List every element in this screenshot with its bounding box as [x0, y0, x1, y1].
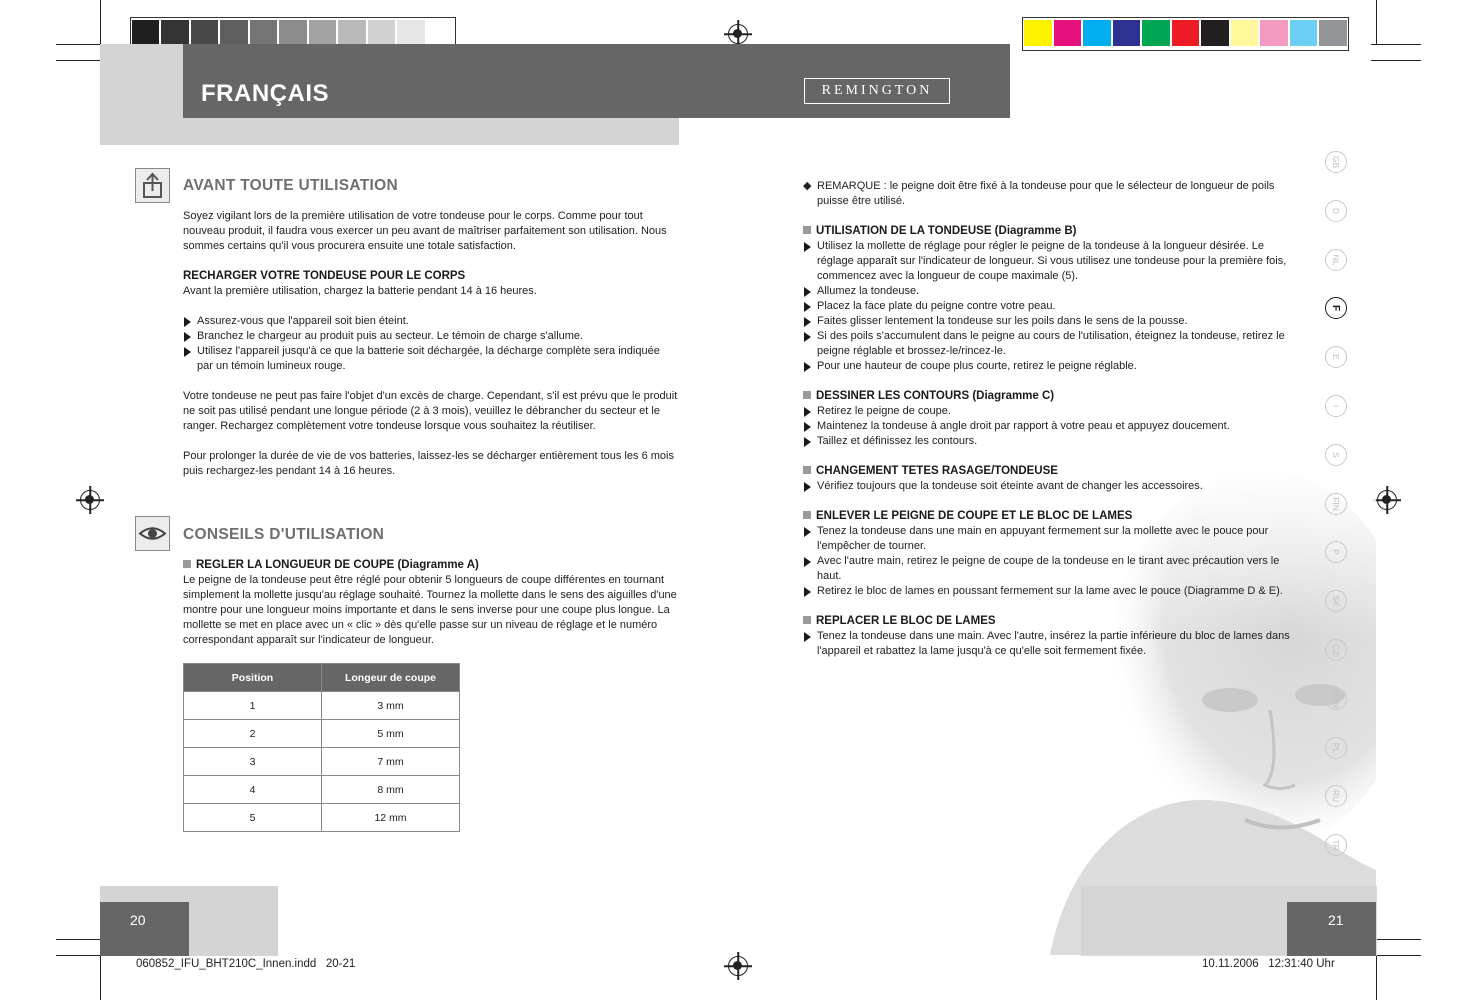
heading-changement: [803, 464, 1303, 479]
heading-contours-text: DESSINER LES CONTOURS (Diagramme C): [816, 390, 1055, 402]
table-row: [184, 720, 460, 748]
color-swatch: [368, 20, 395, 46]
list-item: Si des poils s'accumulent dans le peigne au cours de l'utilisation, éteignez la tondeuse, retirez le peigne réglable et brossez-le/rincez-le.: [803, 329, 1303, 359]
regler-paragraph: Le peigne de la tondeuse peut être réglé pour obtenir 5 longueurs de coupe différentes en tournant simplement la mollette jusqu'au réglage souhaité. Tournez la mollette dans le sens des aiguilles d'une montre pour une longueur moins importante et dans le sens inverse pour une coupe plus longue. La mollette se met en place avec un « clic » dès qu'elle passe sur un niveau de réglage et le numéro correspondant apparaît sur l'indicateur de longueur.: [183, 574, 677, 646]
color-swatch: [279, 20, 306, 46]
table-cell: 5 mm: [322, 720, 460, 748]
list-item: Allumez la tondeuse.: [803, 284, 1303, 299]
note-icon: ◆: [803, 180, 812, 192]
table-row: [184, 692, 460, 720]
language-tab-nl[interactable]: NL: [1325, 249, 1347, 271]
list-item: Placez la face plate du peigne contre votre peau.: [803, 299, 1303, 314]
page-number-left: 20: [130, 912, 146, 928]
heading-enlever-text: ENLEVER LE PEIGNE DE COUPE ET LE BLOC DE LAMES: [816, 510, 1133, 522]
intro-paragraph: Soyez vigilant lors de la première utilisation de votre tondeuse pour le corps. Comme pour tout nouveau produit, il faudra vous exercer un peu avant de maîtriser parfaitement son utilisation. Nous sommes certains qu'il vous procurera ensuite une totale satisfaction.: [183, 210, 667, 252]
brand-logo: [804, 78, 950, 104]
table-row: [184, 776, 460, 804]
regler-section: [183, 558, 678, 648]
color-swatch: [220, 20, 247, 46]
list-item: Avec l'autre main, retirez le peigne de coupe de la tondeuse en le tirant avec précaution vers le haut.: [803, 554, 1303, 584]
table-cell: 2: [184, 720, 322, 748]
charge-heading: RECHARGER VOTRE TONDEUSE POUR LE CORPS: [183, 270, 466, 282]
heading-replacer-text: REPLACER LE BLOC DE LAMES: [816, 615, 996, 627]
table-cell: 3: [184, 748, 322, 776]
brand-logo-text: REMINGTON: [821, 83, 933, 98]
print-timestamp: 10.11.2006 12:31:40 Uhr: [1202, 958, 1335, 970]
overcharge-paragraph: Votre tondeuse ne peut pas faire l'objet d'un excès de charge. Cependant, s'il est prévu que le produit ne soit pas utilisé pendant une longue période (2 à 3 mois), veuillez le débrancher du secteur et le ranger. Rechargez complètement votre tondeuse lorsque vous souhaitez la réutiliser.: [183, 390, 678, 432]
list-item: Utilisez la mollette de réglage pour régler le peigne de la tondeuse à la longueur désirée. Le réglage apparaît sur l'indicateur de longueur. Si vous utilisez une tondeuse pour la première fois, commencez avec la longueur de coupe maximale (5).: [803, 239, 1303, 284]
list-item: Tenez la tondeuse dans une main. Avec l'autre, insérez la partie inférieure du bloc de lames dans l'appareil et rabattez la lame jusqu'à ce qu'elle soit fermement fixée.: [803, 629, 1303, 659]
registration-mark-top: [728, 24, 748, 44]
regler-heading: [183, 558, 678, 573]
table-header-position: Position: [184, 664, 322, 692]
language-tab-tr[interactable]: TR: [1325, 834, 1347, 856]
table-cell: 12 mm: [322, 804, 460, 832]
table-cell: 5: [184, 804, 322, 832]
list-item: Branchez le chargeur au produit puis au secteur. Le témoin de charge s'allume.: [183, 329, 678, 344]
language-tab-pl[interactable]: PL: [1325, 737, 1347, 759]
language-tab-fin[interactable]: FIN: [1325, 493, 1347, 515]
note: [803, 179, 1303, 209]
heading-conseils: CONSEILS D'UTILISATION: [183, 526, 385, 543]
color-swatch: [1319, 20, 1347, 46]
color-swatch: [1201, 20, 1229, 46]
charge-text: Avant la première utilisation, chargez la batterie pendant 14 à 16 heures.: [183, 285, 537, 297]
color-swatch: [1290, 20, 1318, 46]
color-swatch: [1054, 20, 1082, 46]
page-number-right: 21: [1328, 912, 1344, 928]
cut-length-table: [183, 663, 460, 832]
language-tab-e[interactable]: E: [1325, 346, 1347, 368]
list-item: Utilisez l'appareil jusqu'à ce que la batterie soit déchargée, la décharge complète sera indiquée par un témoin lumineux rouge.: [183, 344, 678, 374]
color-swatch: [338, 20, 365, 46]
heading-avant: AVANT TOUTE UTILISATION: [183, 177, 398, 194]
color-swatch: [1260, 20, 1288, 46]
list-item: Retirez le bloc de lames en poussant fermement sur la lame avec le pouce (Diagramme D & E).: [803, 584, 1303, 599]
right-column: [803, 179, 1303, 659]
registration-mark-right: [1377, 490, 1397, 510]
color-swatch: [250, 20, 277, 46]
color-swatch: [1083, 20, 1111, 46]
heading-utilisation: [803, 224, 1303, 239]
table-row: [184, 804, 460, 832]
language-tab-s[interactable]: S: [1325, 444, 1347, 466]
registration-mark-bottom: [728, 956, 748, 976]
table-header-length: Longeur de coupe: [322, 664, 460, 692]
registration-mark-left: [80, 490, 100, 510]
heading-utilisation-text: UTILISATION DE LA TONDEUSE (Diagramme B): [816, 225, 1077, 237]
table-cell: 7 mm: [322, 748, 460, 776]
color-swatch: [1172, 20, 1200, 46]
color-swatch: [1142, 20, 1170, 46]
regler-heading-text: REGLER LA LONGUEUR DE COUPE (Diagramme A): [196, 559, 479, 571]
color-swatch: [397, 20, 424, 46]
list-item: Assurez-vous que l'appareil soit bien éteint.: [183, 314, 678, 329]
table-cell: 8 mm: [322, 776, 460, 804]
upload-icon-box: [135, 168, 170, 203]
language-tab-cz[interactable]: CZ: [1325, 639, 1347, 661]
table-row: [184, 748, 460, 776]
page-number-left-box: [100, 902, 189, 956]
language-tab-ru[interactable]: RU: [1325, 785, 1347, 807]
list-item: Maintenez la tondeuse à angle droit par rapport à votre peau et appuyez doucement.: [803, 419, 1303, 434]
language-tab-sk[interactable]: SK: [1325, 590, 1347, 612]
note-text: REMARQUE : le peigne doit être fixé à la tondeuse pour que le sélecteur de longueur de poils puisse être utilisé.: [817, 180, 1275, 207]
heading-replacer: [803, 614, 1303, 629]
list-item: Taillez et définissez les contours.: [803, 434, 1303, 449]
language-tab-gb[interactable]: GB: [1325, 151, 1347, 173]
page-number-right-box: [1287, 902, 1376, 956]
language-tab-hun[interactable]: HUN: [1325, 688, 1347, 710]
color-swatch: [161, 20, 188, 46]
list-item: Tenez la tondeuse dans une main en appuyant fermement sur la mollette avec le pouce pour l'empêcher de tourner.: [803, 524, 1303, 554]
color-swatch: [132, 20, 159, 46]
table-cell: 4: [184, 776, 322, 804]
heading-enlever: [803, 509, 1303, 524]
color-swatch: [1231, 20, 1259, 46]
heading-changement-text: CHANGEMENT TETES RASAGE/TONDEUSE: [816, 465, 1058, 477]
color-swatch: [427, 20, 454, 46]
battery-paragraph: Pour prolonger la durée de vie de vos batteries, laissez-les se décharger entièrement tous les 6 mois puis rechargez-les pendant 14 à 16 heures.: [183, 450, 674, 477]
color-swatch: [1113, 20, 1141, 46]
color-swatch: [191, 20, 218, 46]
box-arrow-up-icon: [136, 169, 169, 202]
language-tab-p[interactable]: P: [1325, 541, 1347, 563]
eye-icon: [136, 517, 169, 550]
process-color-bar: [1022, 17, 1349, 51]
section-title: FRANÇAIS: [201, 80, 329, 107]
heading-contours: [803, 389, 1303, 404]
left-column: [183, 209, 678, 479]
list-item: Pour une hauteur de coupe plus courte, retirez le peigne réglable.: [803, 359, 1303, 374]
color-swatch: [309, 20, 336, 46]
table-cell: 3 mm: [322, 692, 460, 720]
list-item: Vérifiez toujours que la tondeuse soit éteinte avant de changer les accessoires.: [803, 479, 1303, 494]
eye-icon-box: [135, 516, 170, 551]
list-item: Retirez le peigne de coupe.: [803, 404, 1303, 419]
file-slug: 060852_IFU_BHT210C_Innen.indd 20-21: [136, 958, 356, 970]
color-swatch: [1024, 20, 1052, 46]
language-tab-d[interactable]: D: [1325, 200, 1347, 222]
language-tab-i[interactable]: I: [1325, 395, 1347, 417]
language-tab-f[interactable]: F: [1325, 297, 1347, 319]
list-item: Faites glisser lentement la tondeuse sur les poils dans le sens de la pousse.: [803, 314, 1303, 329]
table-cell: 1: [184, 692, 322, 720]
